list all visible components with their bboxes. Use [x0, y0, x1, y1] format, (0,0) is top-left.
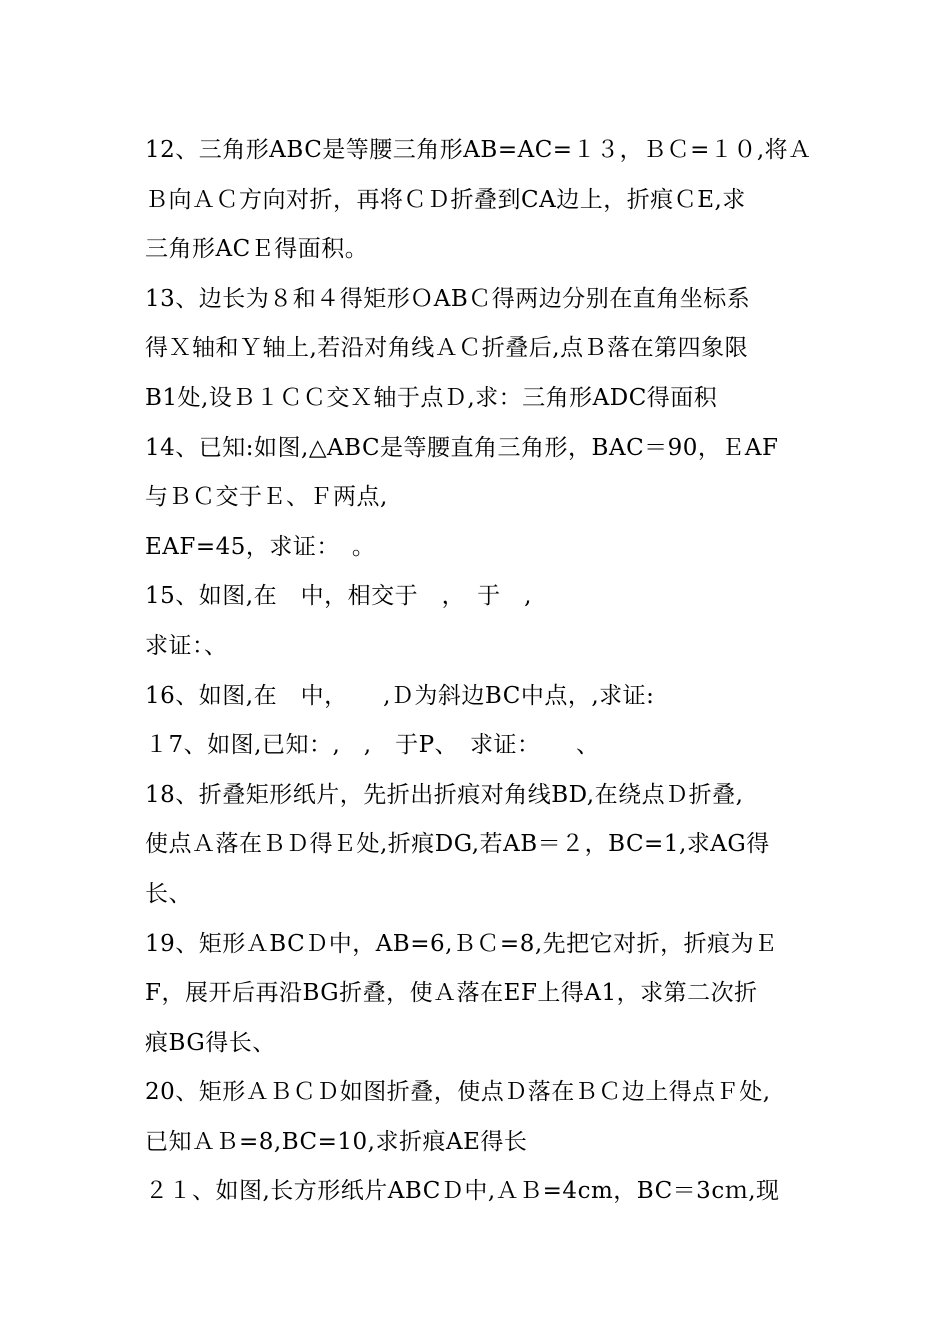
text-line-13: １7、如图,已知：, , 于P、 求证： 、 [145, 732, 600, 759]
text-line-2: Ｂ向ＡＣ方向对折，再将ＣＤ折叠到CA边上，折痕ＣE,求 [145, 186, 746, 213]
text-line-16: 长、 [145, 880, 192, 907]
text-line-12: 16、如图,在 中， ,Ｄ为斜边BC中点，,求证: [145, 682, 655, 709]
text-line-3: 三角形ACＥ得面积。 [145, 236, 369, 263]
text-line-6: B1处,设Ｂ１ＣＣ交Ｘ轴于点Ｄ,求：三角形ADC得面积 [145, 384, 718, 411]
text-line-4: 13、边长为８和４得矩形ＯABＣ得两边分别在直角坐标系 [145, 285, 751, 312]
text-line-22: ２１、如图,长方形纸片ABCＤ中,ＡＢ=4cm，BC＝3cｍ,现 [145, 1178, 780, 1205]
text-line-14: 18、折叠矩形纸片，先折出折痕对角线BD,在绕点Ｄ折叠, [145, 781, 744, 808]
text-line-21: 已知ＡＢ=8,BC=10,求折痕AE得长 [145, 1128, 528, 1155]
text-line-1: 12、三角形ABC是等腰三角形AB=AC=１３，ＢＣ=１０,将Ａ [145, 137, 812, 163]
text-line-18: F，展开后再沿BG折叠，使Ａ落在EF上得A1，求第二次折 [145, 980, 758, 1007]
text-line-8: 与ＢＣ交于Ｅ、Ｆ两点, [145, 484, 388, 511]
text-line-5: 得Ｘ轴和Ｙ轴上,若沿对角线ＡＣ折叠后,点Ｂ落在第四象限 [145, 335, 749, 362]
text-line-9: EAF=45，求证： 。 [145, 533, 376, 560]
text-line-19: 痕BG得长、 [145, 1029, 276, 1056]
text-line-10: 15、如图,在 中，相交于 ， 于 , [145, 583, 532, 610]
document-body [145, 126, 815, 1217]
text-line-15: 使点Ａ落在ＢＤ得Ｅ处,折痕DG,若AB＝２，BC=1,求AG得 [145, 831, 770, 858]
text-line-7: 14、已知:如图,△ABC是等腰直角三角形，BAC＝90，ＥAF [145, 434, 779, 461]
text-line-20: 20、矩形ＡＢＣＤ如图折叠，使点Ｄ落在ＢＣ边上得点Ｆ处, [145, 1079, 771, 1106]
text-line-17: 19、矩形ＡBCＤ中，AB=6,ＢＣ=8,先把它对折，折痕为Ｅ [145, 930, 778, 957]
text-line-11: 求证：、 [145, 632, 228, 659]
